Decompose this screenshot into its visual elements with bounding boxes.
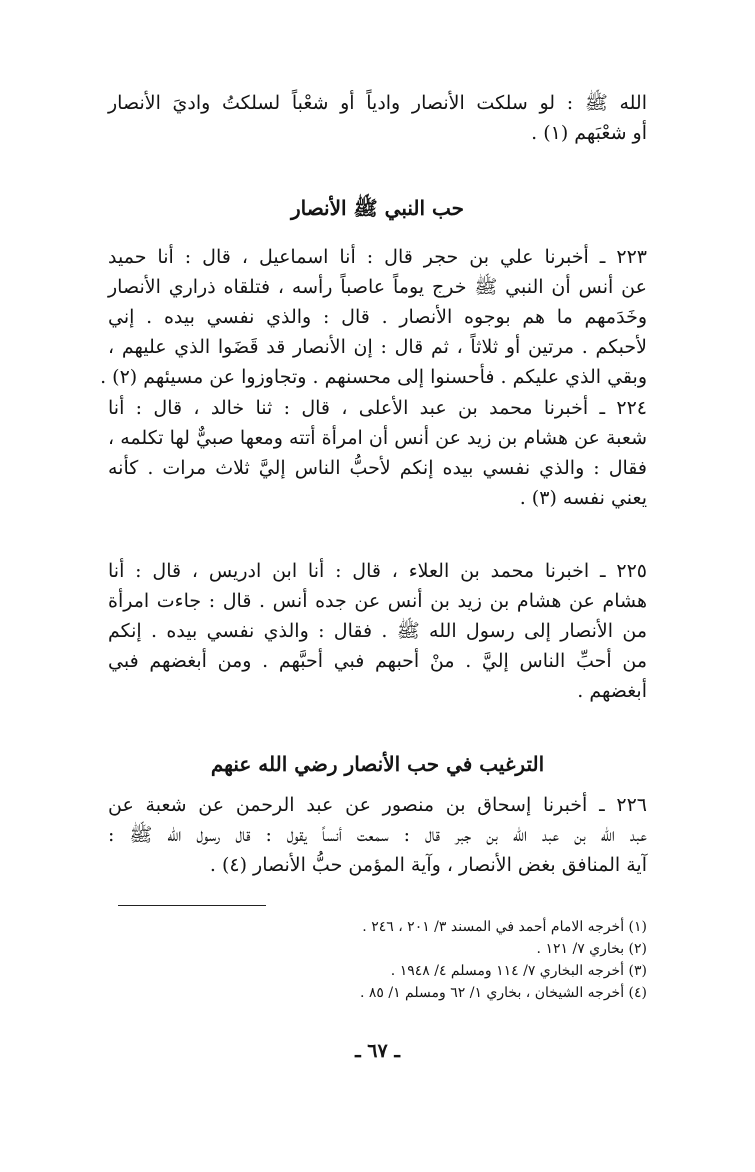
text-line: أبغضهم . [577,680,647,702]
text-line: من أحبِّ الناس إليَّ . منْ أحبهم فبي أحبَّهم . ومن أبغضهم فبي [108,650,647,672]
text-line: لأحبكم . مرتين أو ثلاثاً ، ثم قال : إن الأنصار قد قَضَوا الذي عليهم ، [108,336,647,358]
text-line: هشام عن هشام بن زيد بن أنس عن جده أنس . قال : جاءت امرأة [108,590,647,612]
text-line: أو شعْبَهم (١) . [531,122,647,144]
text-line: ٢٢٥ ـ اخبرنا محمد بن العلاء ، قال : أنا ابن ادريس ، قال : أنا [108,560,647,582]
footnotes [118,916,647,1004]
text-line: ٢٢٣ ـ أخبرنا علي بن حجر قال : أنا اسماعيل ، قال : أنا حميد [108,246,647,268]
section-heading-love-of-ansar: حب النبي ﷺ الأنصار [290,196,465,220]
footnote-divider [118,905,266,906]
footnote: (٤) أخرجه الشيخان ، بخاري ١/ ٦٢ ومسلم ١/ ٨٥ . [359,985,647,1001]
text-line: عبد الله بن عبد الله بن جبر قال : سمعت أنساً يقول : قال رسول الله ﷺ : [108,824,647,846]
text-line: من الأنصار إلى رسول الله ﷺ . فقال : والذي نفسي بيده . إنكم [108,620,647,642]
hadith-224 [108,393,647,513]
footnote: (٣) أخرجه البخاري ٧/ ١١٤ ومسلم ٤/ ١٩٤٨ . [390,963,647,979]
text-line: شعبة عن هشام بن زيد عن أنس أن امرأة أتته ومعها صبيٌّ لها تكلمه ، [108,427,647,449]
text-line: يعني نفسه (٣) . [519,487,647,509]
text-line: ٢٢٦ ـ أخبرنا إسحاق بن منصور عن عبد الرحمن عن شعبة عن [108,794,647,816]
footnote: (١) أخرجه الامام أحمد في المسند ٣/ ٢٠١ ، ٢٤٦ . [362,919,647,935]
text-line: فقال : والذي نفسي بيده إنكم لأحبُّ الناس إليَّ ثلاث مرات . كأنه [108,457,647,479]
text-line: وخَدَمهم ما هم بوجوه الأنصار . قال : والذي نفسي بيده . إني [108,306,647,328]
page-number: ـ ٦٧ ـ [355,1040,400,1062]
intro-paragraph [108,88,647,148]
text-line: وبقي الذي عليكم . فأحسنوا إلى محسنهم . وتجاوزوا عن مسيئهم (٢) . [100,366,647,388]
hadith-223 [100,242,647,392]
section-heading-encouragement: الترغيب في حب الأنصار رضي الله عنهم [210,752,545,776]
hadith-225 [108,556,647,706]
hadith-226 [108,790,647,880]
text-line: عن أنس أن النبي ﷺ خرج يوماً عاصباً رأسه ، فتلقاه ذراري الأنصار [108,276,647,298]
text-line: الله ﷺ : لو سلكت الأنصار وادياً أو شعْباً لسلكتُ واديَ الأنصار [108,92,647,114]
text-line: آية المنافق بغض الأنصار ، وآية المؤمن حبُّ الأنصار (٤) . [209,854,647,876]
text-line: ٢٢٤ ـ أخبرنا محمد بن عبد الأعلى ، قال : ثنا خالد ، قال : أنا [108,397,647,419]
footnote: (٢) بخاري ٧/ ١٢١ . [536,941,647,957]
